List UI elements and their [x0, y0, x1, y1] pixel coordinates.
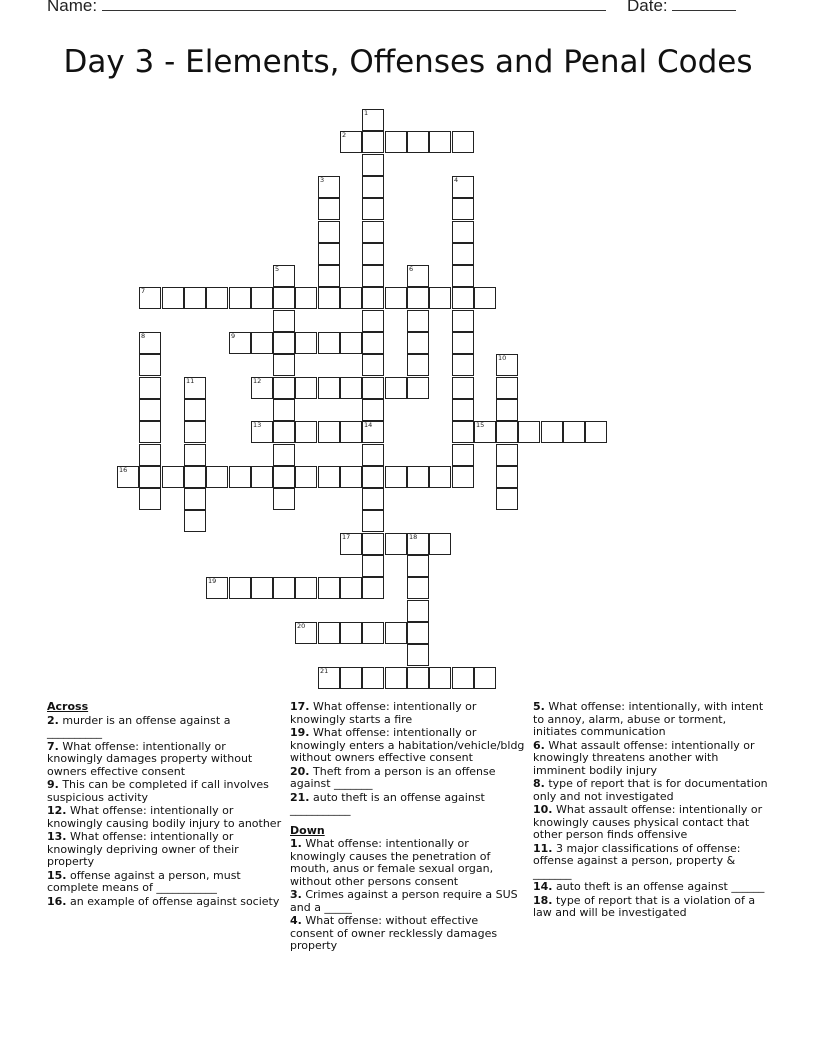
grid-cell[interactable] [318, 176, 340, 198]
grid-cell[interactable] [385, 466, 407, 488]
grid-cell[interactable] [407, 555, 429, 577]
clue [533, 895, 768, 920]
clue [533, 881, 768, 894]
clue-text: What offense: without effective consent of owner recklessly damages property [290, 914, 498, 952]
clue-number-label: 10. [533, 803, 553, 816]
clue-number: 18 [409, 533, 418, 541]
grid-cell[interactable] [295, 287, 317, 309]
grid-cell[interactable] [496, 444, 518, 466]
clue-number-label: 17. [290, 700, 310, 713]
clue-number: 4 [454, 176, 459, 184]
grid-cell[interactable] [407, 600, 429, 622]
clue-number-label: 5. [533, 700, 545, 713]
grid-cell[interactable] [362, 488, 384, 510]
grid-cell[interactable] [206, 466, 228, 488]
clue-number: 19 [208, 577, 217, 585]
clue-column-2 [290, 701, 525, 954]
grid-cell[interactable] [407, 310, 429, 332]
page-title: Day 3 - Elements, Offenses and Penal Codes [63, 44, 753, 80]
grid-cell[interactable] [429, 287, 451, 309]
clue [47, 831, 282, 869]
grid-cell[interactable] [318, 377, 340, 399]
grid-cell[interactable] [318, 287, 340, 309]
clue [290, 727, 525, 765]
grid-cell[interactable] [139, 332, 161, 354]
clue-number: 14 [364, 421, 373, 429]
clue-number: 12 [253, 377, 262, 385]
grid-cell[interactable] [407, 332, 429, 354]
grid-cell[interactable] [229, 466, 251, 488]
grid-cell[interactable] [139, 466, 161, 488]
grid-cell[interactable] [139, 399, 161, 421]
grid-cell[interactable] [362, 577, 384, 599]
grid-cell[interactable] [496, 488, 518, 510]
grid-cell[interactable] [474, 667, 496, 689]
grid-cell[interactable] [273, 354, 295, 376]
grid-cell[interactable] [362, 377, 384, 399]
grid-cell[interactable] [496, 421, 518, 443]
grid-cell[interactable] [340, 533, 362, 555]
grid-cell[interactable] [452, 444, 474, 466]
grid-cell[interactable] [340, 287, 362, 309]
grid-cell[interactable] [295, 377, 317, 399]
clue [533, 778, 768, 803]
clue-number-label: 20. [290, 764, 310, 778]
grid-cell[interactable] [340, 332, 362, 354]
clue-number: 3 [320, 176, 325, 184]
grid-cell[interactable] [139, 421, 161, 443]
grid-cell[interactable] [385, 667, 407, 689]
clue-text: murder is an offense against a __________ [47, 713, 231, 739]
grid-cell[interactable] [362, 622, 384, 644]
clue [533, 804, 768, 842]
clue-number-label: 18. [533, 893, 553, 907]
grid-cell[interactable] [452, 131, 474, 153]
grid-cell[interactable] [251, 377, 273, 399]
grid-cell[interactable] [452, 354, 474, 376]
grid-cell[interactable] [295, 622, 317, 644]
clue [290, 915, 525, 953]
clue-number: 8 [141, 332, 146, 340]
clue-number-label: 9. [47, 778, 59, 791]
clue [47, 870, 282, 895]
grid-cell[interactable] [184, 466, 206, 488]
clue-number-label: 12. [47, 804, 67, 817]
grid-cell[interactable] [340, 667, 362, 689]
clue-number: 11 [186, 377, 195, 385]
grid-cell[interactable] [541, 421, 563, 443]
section-heading: Down [290, 823, 325, 837]
grid-cell[interactable] [229, 577, 251, 599]
grid-cell[interactable] [206, 577, 228, 599]
grid-cell[interactable] [362, 399, 384, 421]
grid-cell[interactable] [429, 533, 451, 555]
clue-number-label: 6. [533, 738, 545, 752]
clue-text: What offense: intentionally or knowingly depriving owner of their property [47, 830, 239, 868]
grid-cell[interactable] [139, 287, 161, 309]
grid-cell[interactable] [362, 354, 384, 376]
clue-number: 10 [498, 354, 507, 362]
grid-cell[interactable] [340, 377, 362, 399]
clue [290, 838, 525, 888]
grid-cell[interactable] [362, 176, 384, 198]
clue-text: This can be completed if call involves suspicious activity [47, 778, 269, 804]
grid-cell[interactable] [563, 421, 585, 443]
section-heading: Across [47, 700, 89, 713]
grid-cell[interactable] [407, 377, 429, 399]
clue-text: What offense: intentionally or knowingly causes the penetration of mouth, anus or female sexual organ, without other persons consent [290, 837, 494, 888]
grid-cell[interactable] [585, 421, 607, 443]
grid-cell[interactable] [318, 667, 340, 689]
clue-number-label: 4. [290, 914, 302, 927]
grid-cell[interactable] [139, 377, 161, 399]
grid-cell[interactable] [340, 466, 362, 488]
grid-cell[interactable] [362, 667, 384, 689]
grid-cell[interactable] [117, 466, 139, 488]
grid-cell[interactable] [407, 466, 429, 488]
grid-cell[interactable] [362, 154, 384, 176]
grid-cell[interactable] [496, 466, 518, 488]
grid-cell[interactable] [362, 221, 384, 243]
grid-cell[interactable] [362, 198, 384, 220]
clue-text: 3 major classifications of offense: offense against a person, property & _______ [533, 841, 741, 880]
grid-cell[interactable] [407, 577, 429, 599]
grid-cell[interactable] [318, 421, 340, 443]
clue-number-label: 3. [290, 888, 302, 901]
grid-cell[interactable] [251, 466, 273, 488]
clue-number: 17 [342, 533, 351, 541]
clue [290, 792, 525, 817]
grid-cell[interactable] [340, 622, 362, 644]
grid-cell[interactable] [452, 667, 474, 689]
clue-number: 15 [476, 421, 485, 429]
clue [47, 896, 282, 909]
grid-cell[interactable] [295, 421, 317, 443]
clue-number: 21 [320, 667, 329, 675]
grid-cell[interactable] [385, 131, 407, 153]
grid-cell[interactable] [251, 421, 273, 443]
grid-cell[interactable] [273, 488, 295, 510]
grid-cell[interactable] [407, 622, 429, 644]
clue-number-label: 7. [47, 739, 59, 753]
grid-cell[interactable] [452, 332, 474, 354]
grid-cell[interactable] [496, 377, 518, 399]
grid-cell[interactable] [162, 287, 184, 309]
name-label: Name: [47, 0, 98, 15]
grid-cell[interactable] [340, 577, 362, 599]
clue-number: 9 [231, 332, 236, 340]
grid-cell[interactable] [474, 287, 496, 309]
grid-cell[interactable] [184, 510, 206, 532]
grid-cell[interactable] [385, 622, 407, 644]
grid-cell[interactable] [407, 131, 429, 153]
clue-number: 1 [364, 109, 369, 117]
grid-cell[interactable] [139, 444, 161, 466]
grid-cell[interactable] [452, 310, 474, 332]
clue [47, 779, 282, 804]
grid-cell[interactable] [273, 332, 295, 354]
grid-cell[interactable] [273, 577, 295, 599]
grid-cell[interactable] [474, 421, 496, 443]
clue [533, 701, 768, 739]
grid-cell[interactable] [318, 466, 340, 488]
grid-cell[interactable] [385, 533, 407, 555]
clue-text: offense against a person, must complete means of ___________ [47, 868, 241, 894]
grid-cell[interactable] [273, 399, 295, 421]
grid-cell[interactable] [385, 377, 407, 399]
clue-number: 6 [409, 265, 414, 273]
clue [47, 741, 282, 779]
grid-cell[interactable] [251, 332, 273, 354]
grid-cell[interactable] [362, 310, 384, 332]
clue-number: 16 [119, 466, 128, 474]
clue-number-label: 8. [533, 777, 545, 790]
grid-cell[interactable] [273, 466, 295, 488]
grid-cell[interactable] [318, 221, 340, 243]
clue-number: 13 [253, 421, 262, 429]
grid-cell[interactable] [184, 421, 206, 443]
grid-cell[interactable] [318, 265, 340, 287]
grid-cell[interactable] [184, 377, 206, 399]
grid-cell[interactable] [362, 332, 384, 354]
clue-text: What offense: intentionally or knowingly causing bodily injury to another [47, 804, 282, 830]
clue [47, 715, 282, 740]
grid-cell[interactable] [139, 354, 161, 376]
grid-cell[interactable] [295, 466, 317, 488]
clue [47, 805, 282, 830]
clue-number-label: 15. [47, 868, 67, 882]
grid-cell[interactable] [229, 332, 251, 354]
clue-number: 7 [141, 287, 146, 295]
grid-cell[interactable] [496, 354, 518, 376]
grid-cell[interactable] [407, 667, 429, 689]
grid-cell[interactable] [206, 287, 228, 309]
grid-cell[interactable] [452, 287, 474, 309]
grid-cell[interactable] [362, 131, 384, 153]
clue-number-label: 2. [47, 713, 59, 727]
grid-cell[interactable] [340, 131, 362, 153]
clue-text: What assault offense: intentionally or knowingly causes physical contact that other person finds offensive [533, 803, 763, 841]
clue-text: auto theft is an offense against ___________ [290, 790, 485, 816]
grid-cell[interactable] [295, 577, 317, 599]
grid-cell[interactable] [251, 577, 273, 599]
clue-column-1 [47, 701, 282, 909]
clue-number-label: 1. [290, 837, 302, 850]
grid-cell[interactable] [184, 488, 206, 510]
grid-cell[interactable] [362, 444, 384, 466]
grid-cell[interactable] [362, 466, 384, 488]
grid-cell[interactable] [273, 265, 295, 287]
clue-column-3 [533, 701, 768, 921]
grid-cell[interactable] [452, 466, 474, 488]
grid-cell[interactable] [407, 265, 429, 287]
grid-cell[interactable] [362, 109, 384, 131]
grid-cell[interactable] [407, 644, 429, 666]
grid-cell[interactable] [340, 421, 362, 443]
clue-text: Theft from a person is an offense against _______ [290, 764, 496, 790]
grid-cell[interactable] [407, 533, 429, 555]
grid-cell[interactable] [318, 332, 340, 354]
clue [290, 889, 525, 914]
grid-cell[interactable] [251, 287, 273, 309]
clue-number-label: 16. [47, 894, 67, 908]
grid-cell[interactable] [452, 399, 474, 421]
grid-cell[interactable] [318, 622, 340, 644]
grid-cell[interactable] [452, 265, 474, 287]
grid-cell[interactable] [229, 287, 251, 309]
date-label: Date: [627, 0, 668, 15]
clue-number-label: 13. [47, 830, 67, 843]
grid-cell[interactable] [184, 444, 206, 466]
grid-cell[interactable] [429, 466, 451, 488]
clue-number: 5 [275, 265, 280, 273]
grid-cell[interactable] [139, 488, 161, 510]
grid-cell[interactable] [362, 287, 384, 309]
grid-cell[interactable] [496, 399, 518, 421]
grid-cell[interactable] [429, 667, 451, 689]
clue-number-label: 21. [290, 790, 310, 804]
clue [290, 701, 525, 726]
clue-text: Crimes against a person require a SUS and a _____ [290, 888, 518, 914]
clue-text: What offense: intentionally or knowingly enters a habitation/vehicle/bldg without owners effective consent [290, 726, 525, 764]
clue-number: 20 [297, 622, 306, 630]
grid-cell[interactable] [452, 198, 474, 220]
clue [533, 843, 768, 881]
clue-text: auto theft is an offense against ______ [552, 880, 765, 893]
clue-text: What assault offense: intentionally or knowingly threatens another with imminent bodily injury [533, 738, 755, 777]
grid-cell[interactable] [318, 577, 340, 599]
grid-cell[interactable] [362, 533, 384, 555]
clue-text: What offense: intentionally or knowingly damages property without owners effective consent [47, 739, 253, 778]
clue-text: What offense: intentionally, with intent to annoy, alarm, abuse or torment, initiates communication [533, 700, 764, 738]
grid-cell[interactable] [452, 243, 474, 265]
grid-cell[interactable] [184, 287, 206, 309]
clue [533, 740, 768, 778]
grid-cell[interactable] [452, 377, 474, 399]
clue-number-label: 19. [290, 726, 310, 739]
grid-cell[interactable] [184, 399, 206, 421]
grid-cell[interactable] [273, 287, 295, 309]
grid-cell[interactable] [362, 265, 384, 287]
grid-cell[interactable] [407, 287, 429, 309]
grid-cell[interactable] [318, 198, 340, 220]
clue-text: an example of offense against society [66, 894, 280, 908]
grid-cell[interactable] [162, 466, 184, 488]
grid-cell[interactable] [295, 332, 317, 354]
clue-text: type of report that is for documentation only and not investigated [533, 777, 768, 803]
grid-cell[interactable] [273, 444, 295, 466]
grid-cell[interactable] [385, 287, 407, 309]
grid-cell[interactable] [362, 555, 384, 577]
grid-cell[interactable] [273, 310, 295, 332]
grid-cell[interactable] [362, 510, 384, 532]
grid-cell[interactable] [452, 421, 474, 443]
grid-cell[interactable] [273, 377, 295, 399]
clue [290, 766, 525, 791]
clue-text: type of report that is a violation of a law and will be investigated [533, 893, 756, 919]
grid-cell[interactable] [407, 354, 429, 376]
grid-cell[interactable] [452, 221, 474, 243]
grid-cell[interactable] [362, 243, 384, 265]
clue-number-label: 14. [533, 880, 553, 893]
clue-number-label: 11. [533, 841, 553, 855]
clue-text: What offense: intentionally or knowingly starts a fire [290, 700, 477, 726]
grid-cell[interactable] [452, 176, 474, 198]
grid-cell[interactable] [518, 421, 540, 443]
grid-cell[interactable] [318, 243, 340, 265]
clue-number: 2 [342, 131, 347, 139]
grid-cell[interactable] [429, 131, 451, 153]
grid-cell[interactable] [273, 421, 295, 443]
grid-cell[interactable] [362, 421, 384, 443]
